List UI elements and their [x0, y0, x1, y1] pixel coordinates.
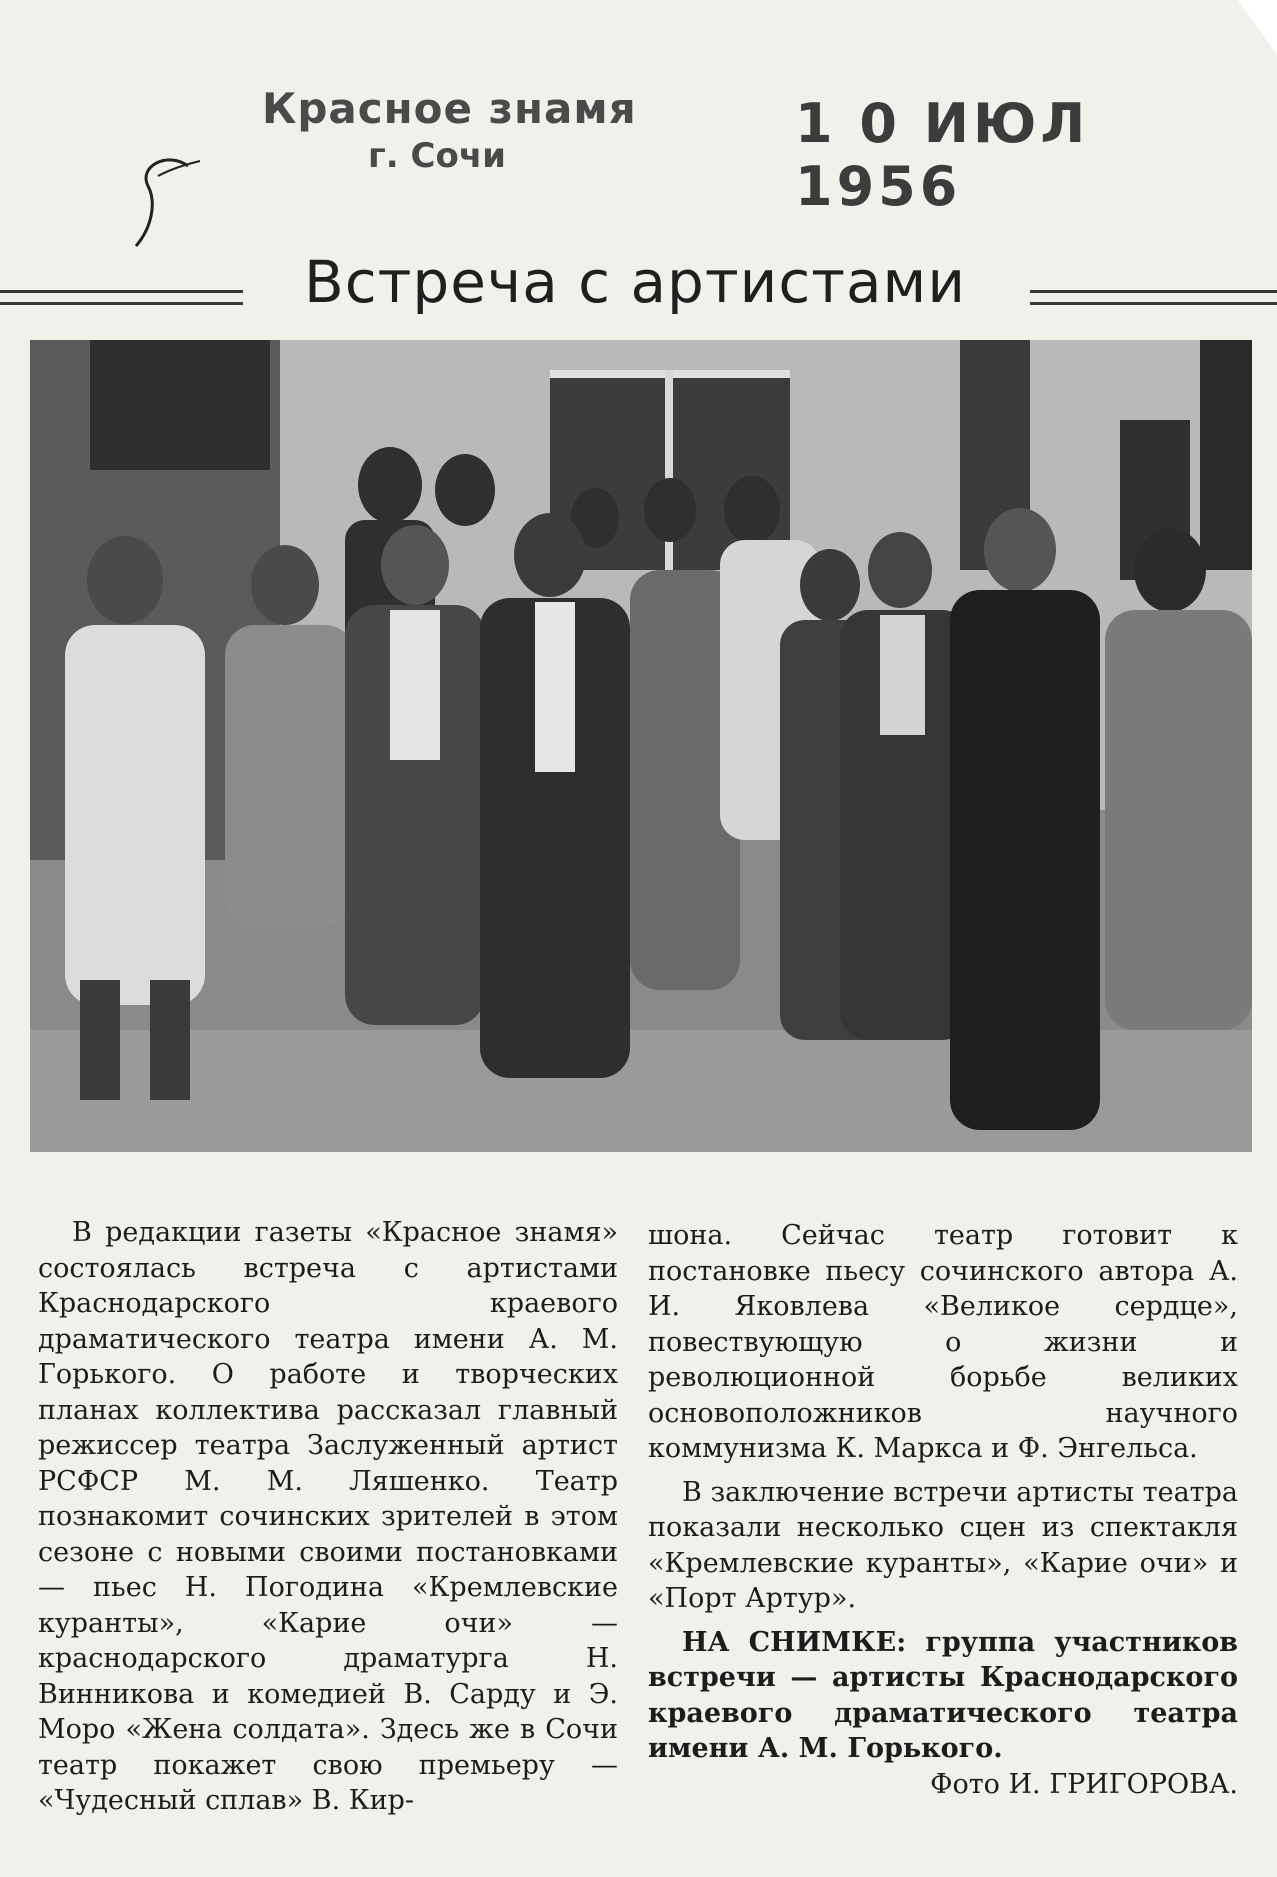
photo-caption: НА СНИМКЕ: группа участников встречи — артисты Краснодарского краевого драматического театра имени А. М. Горького.	[648, 1626, 1238, 1764]
article-paragraph: В редакции газеты «Красное знамя» состоялась встреча с артистами Краснодарского краевого драматического театра имени А. М. Горького. О работе и творческих планах коллектива рассказал главный режиссер театра Заслуженный артист РСФСР М. М. Ляшенко. Театр познакомит сочинских зрителей в этом сезоне с новыми своими постановками — пьес Н. Погодина «Кремлевские куранты», «Карие очи» — краснодарского драматурга Н. Винникова и комедией В. Сарду и Э. Моро «Жена солдата». Здесь же в Сочи театр покажет свою премьеру — «Чудесный сплав» В. Кир-	[38, 1217, 618, 1816]
newspaper-name-stamp: Красное знамя	[262, 84, 637, 133]
headline-rule-left	[0, 290, 243, 305]
headline: Встреча с артистами	[303, 248, 967, 316]
article-paragraph-continued: шона. Сейчас театр готовит к постановке пьесу сочинского автора А. И. Яковлева «Великое сердце», повествующую о жизни и революционной борьбе великих основоположников научного коммунизма К. Маркса и Ф. Энгельса.	[648, 1220, 1238, 1464]
article-column-right	[648, 1218, 1238, 1802]
city-stamp: г. Сочи	[368, 136, 506, 176]
handwritten-mark	[128, 146, 208, 256]
group-photo	[30, 340, 1252, 1152]
article-column-left	[38, 1215, 618, 1819]
article-paragraph: В заключение встречи артисты театра показали несколько сцен из спектакля «Кремлевские куранты», «Карие очи» и «Порт Артур».	[648, 1476, 1238, 1614]
photo-credit: Фото И. ГРИГОРОВА.	[930, 1768, 1238, 1800]
date-stamp: 1 0 ИЮЛ 1956	[795, 92, 1090, 218]
headline-rule-right	[1030, 290, 1277, 305]
